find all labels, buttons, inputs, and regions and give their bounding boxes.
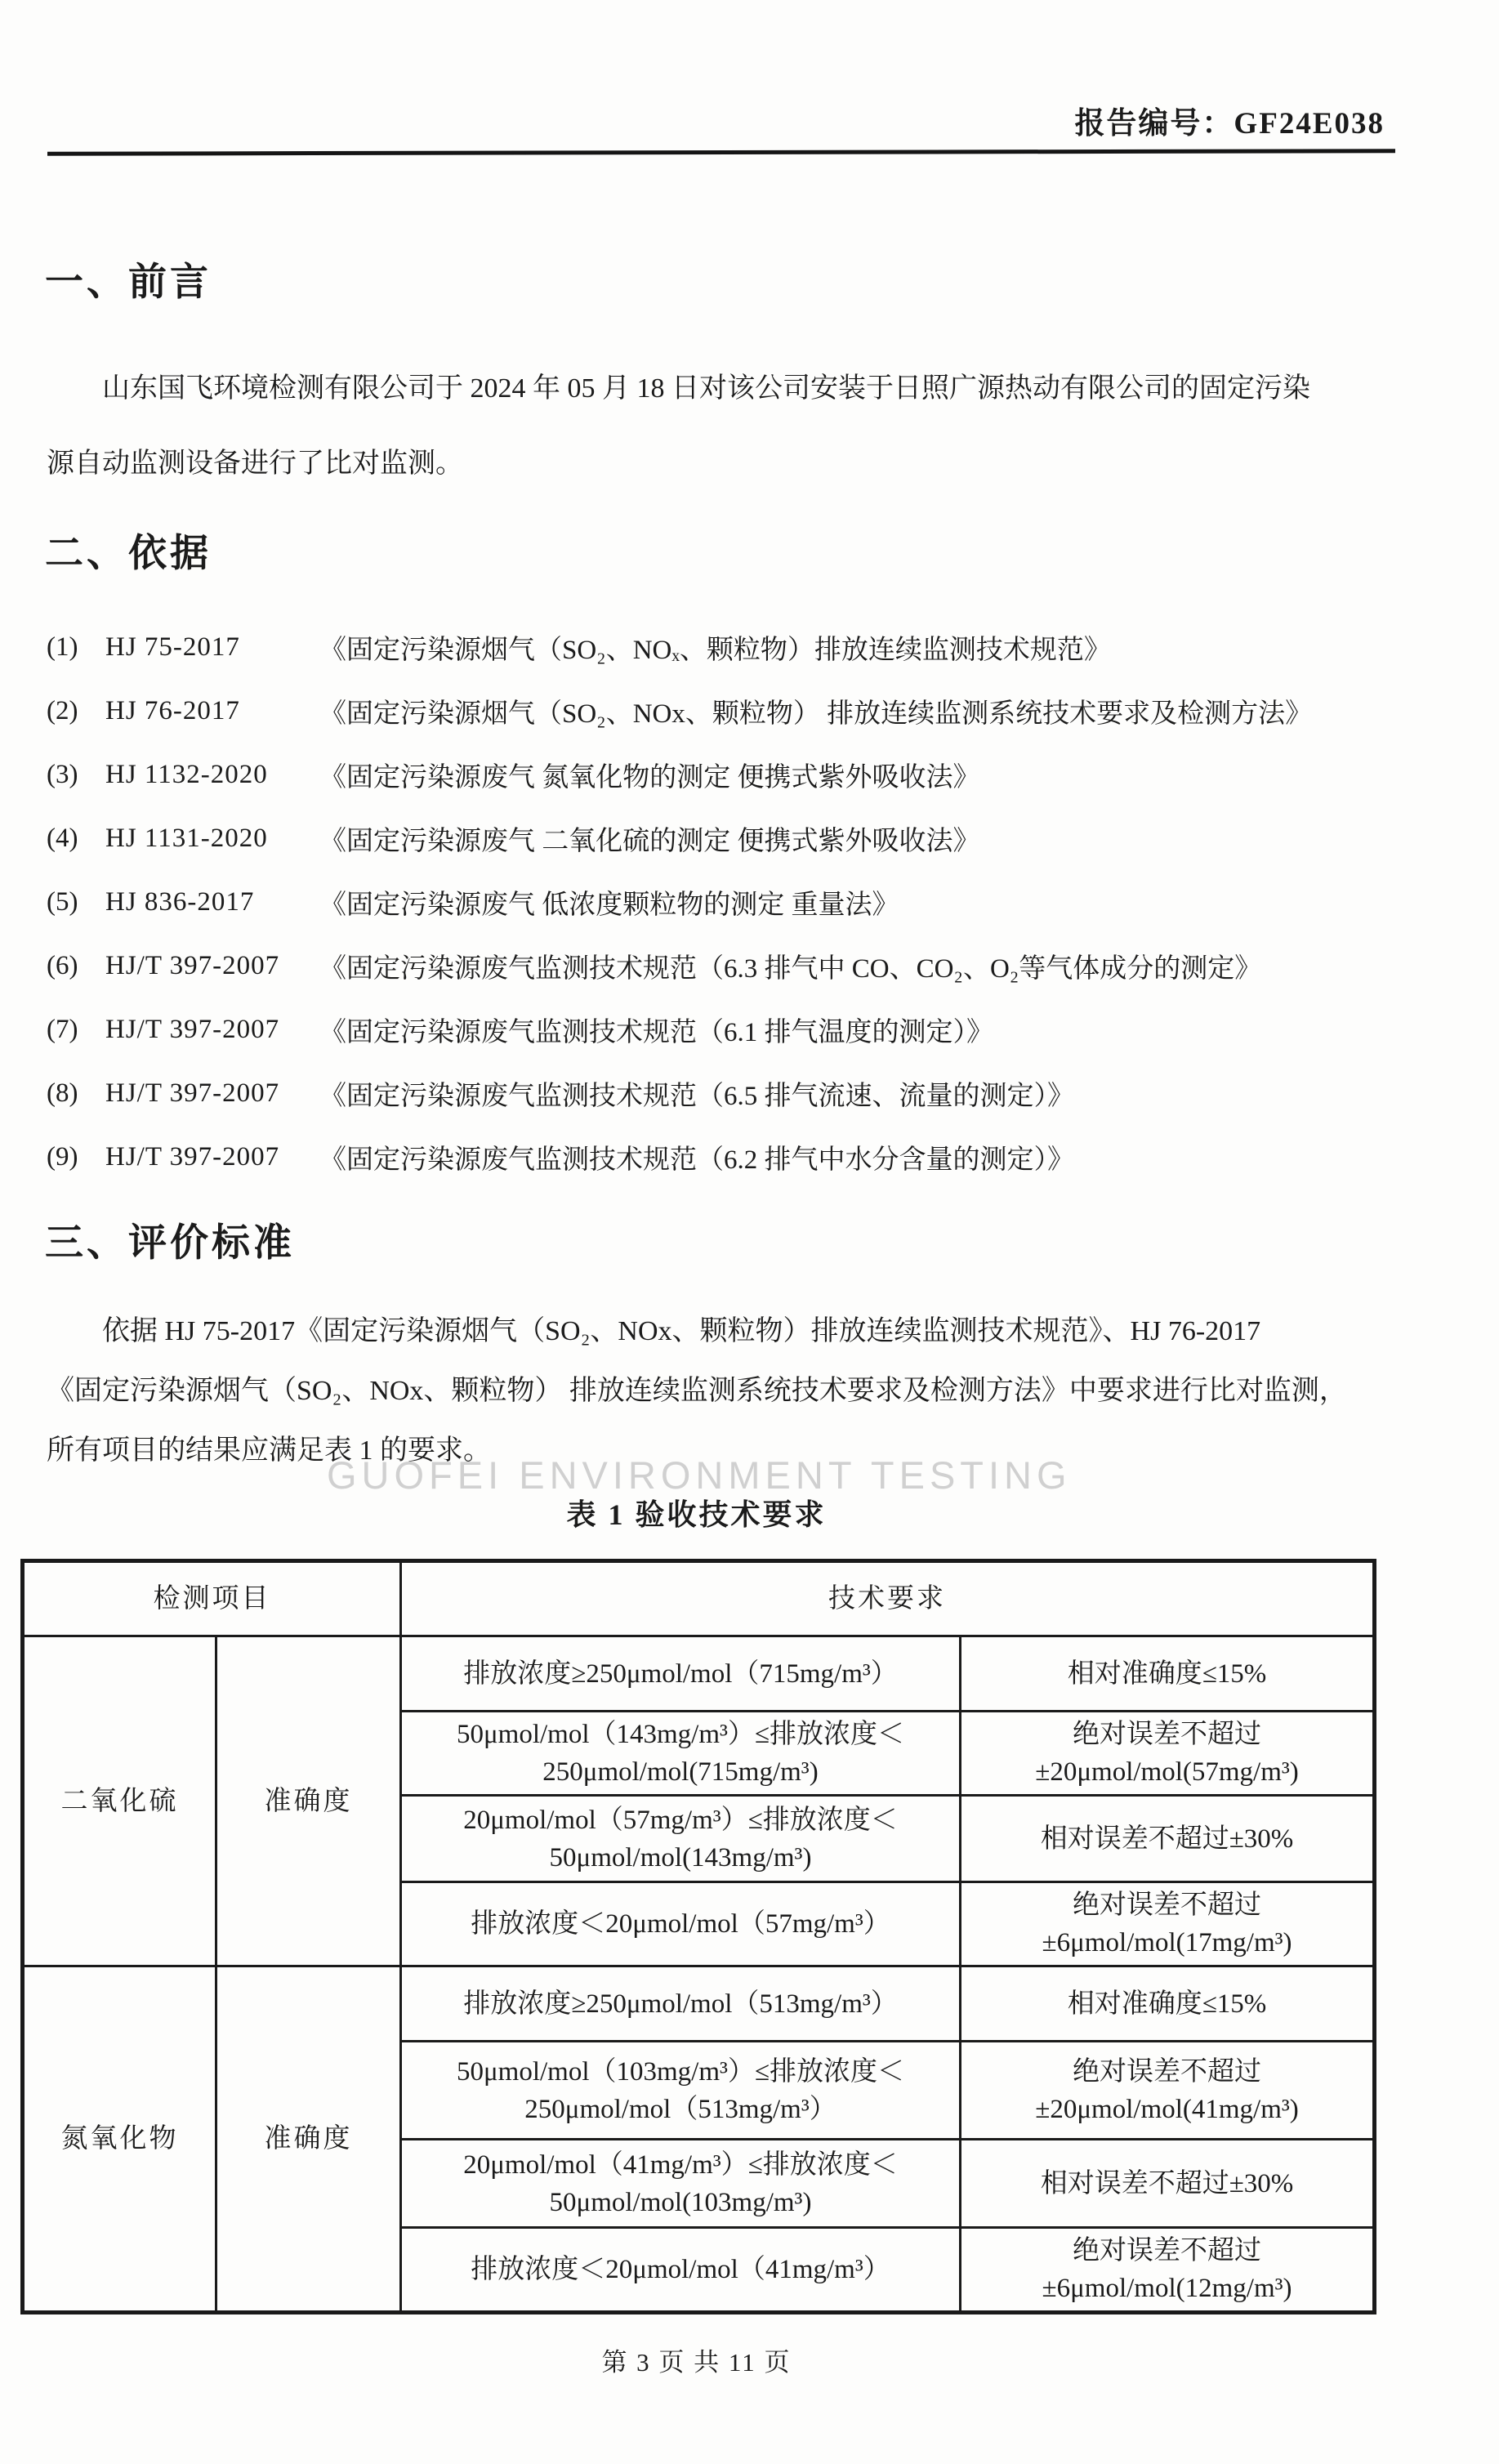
- basis-item-title: 《固定污染源废气监测技术规范（6.2 排气中水分含量的测定）》: [319, 1145, 1074, 1175]
- basis-item-title: 《固定污染源烟气（SO₂、NOₓ、颗粒物）排放连续监测技术规范》: [319, 635, 1111, 665]
- condition-cell: 排放浓度＜20μmol/mol（41mg/m³）: [401, 2228, 961, 2313]
- watermark-text: GUOFEI ENVIRONMENT TESTING: [327, 1453, 1072, 1497]
- basis-item-number: (4): [47, 823, 78, 853]
- basis-item-code: HJ/T 397-2007: [105, 1014, 280, 1044]
- basis-item: [47, 998, 1448, 1061]
- basis-item-code: HJ 836-2017: [105, 886, 255, 917]
- basis-item-code: HJ/T 397-2007: [105, 950, 280, 980]
- table-row: [23, 1966, 1375, 2042]
- table-header-requirement: 技术要求: [401, 1561, 1375, 1636]
- table-header-item: 检测项目: [23, 1561, 401, 1636]
- basis-item-number: (2): [47, 695, 78, 725]
- basis-item-title: 《固定污染源烟气（SO₂、NOx、颗粒物） 排放连续监测系统技术要求及检测方法》: [319, 699, 1313, 729]
- basis-item-title: 《固定污染源废气 低浓度颗粒物的测定 重量法》: [319, 890, 899, 920]
- condition-cell: 排放浓度≥250μmol/mol（513mg/m³）: [401, 1966, 961, 2042]
- pollutant-cell-nox: 氮氧化物: [23, 1966, 216, 2313]
- table-row: [23, 1636, 1375, 1712]
- basis-item-number: (1): [47, 632, 78, 662]
- page-number-footer: 第 3 页 共 11 页: [601, 2348, 792, 2377]
- condition-cell: 20μmol/mol（57mg/m³）≤排放浓度＜ 50μmol/mol(143mg/m³): [401, 1796, 961, 1882]
- table-caption: 表 1 验收技术要求: [566, 1498, 827, 1531]
- basis-item-code: HJ 75-2017: [105, 632, 240, 662]
- condition-cell: 50μmol/mol（103mg/m³）≤排放浓度＜ 250μmol/mol（513mg/m³）: [401, 2042, 961, 2140]
- criteria-paragraph: 依据 HJ 75-2017《固定污染源烟气（SO₂、NOx、颗粒物）排放连续监测技术规范》、HJ 76-2017 《固定污染源烟气（SO₂、NOx、颗粒物） 排放连续监测系统技术要求及检测方法》中要求进行比对监测， 所有项目的结果应满足表 1 的要求。: [47, 1316, 1347, 1466]
- basis-item-title: 《固定污染源废气 二氧化硫的测定 便携式紫外吸收法》: [319, 826, 980, 856]
- basis-item-code: HJ/T 397-2007: [105, 1141, 280, 1172]
- basis-item-number: (8): [47, 1078, 78, 1108]
- pollutant-cell-so2: 二氧化硫: [23, 1636, 216, 1966]
- acceptance-requirements-table: [20, 1559, 1376, 2314]
- basis-item-title: 《固定污染源废气监测技术规范（6.1 排气温度的测定）》: [319, 1017, 993, 1047]
- indicator-cell: 准确度: [216, 1636, 401, 1966]
- basis-item-number: (7): [47, 1014, 78, 1044]
- condition-cell: 20μmol/mol（41mg/m³）≤排放浓度＜ 50μmol/mol(103mg/m³): [401, 2140, 961, 2228]
- requirement-cell: 绝对误差不超过 ±6μmol/mol(17mg/m³): [961, 1882, 1375, 1966]
- condition-cell: 50μmol/mol（143mg/m³）≤排放浓度＜ 250μmol/mol(715mg/m³): [401, 1712, 961, 1796]
- indicator-cell: 准确度: [216, 1966, 401, 2313]
- section-heading-basis: 二、依据: [45, 531, 212, 574]
- basis-item: [47, 870, 1448, 934]
- basis-item-number: (5): [47, 886, 78, 917]
- section-heading-criteria: 三、评价标准: [45, 1221, 295, 1264]
- requirement-cell: 绝对误差不超过 ±6μmol/mol(12mg/m³): [961, 2228, 1375, 2313]
- basis-item: [47, 806, 1448, 870]
- requirement-cell: 相对误差不超过±30%: [961, 2140, 1375, 2228]
- basis-item-code: HJ 76-2017: [105, 695, 240, 725]
- basis-item-code: HJ/T 397-2007: [105, 1078, 280, 1108]
- basis-item-title: 《固定污染源废气 氮氧化物的测定 便携式紫外吸收法》: [319, 762, 980, 792]
- basis-item-number: (3): [47, 759, 78, 789]
- basis-item: [47, 615, 1448, 679]
- requirement-cell: 绝对误差不超过 ±20μmol/mol(57mg/m³): [961, 1712, 1375, 1796]
- requirement-cell: 相对误差不超过±30%: [961, 1796, 1375, 1882]
- table-header-row: [23, 1561, 1375, 1636]
- condition-cell: 排放浓度＜20μmol/mol（57mg/m³）: [401, 1882, 961, 1966]
- section-heading-preface: 一、前言: [45, 260, 212, 303]
- basis-item-code: HJ 1131-2020: [105, 823, 268, 853]
- basis-item-number: (9): [47, 1141, 78, 1172]
- basis-item-number: (6): [47, 950, 78, 980]
- basis-item-title: 《固定污染源废气监测技术规范（6.3 排气中 CO、CO₂、O₂等气体成分的测定》: [319, 953, 1262, 984]
- basis-list: [47, 615, 1448, 1189]
- basis-item-title: 《固定污染源废气监测技术规范（6.5 排气流速、流量的测定）》: [319, 1081, 1074, 1111]
- basis-item: [47, 743, 1448, 806]
- basis-item: [47, 679, 1448, 743]
- condition-cell: 排放浓度≥250μmol/mol（715mg/m³）: [401, 1636, 961, 1712]
- basis-item: [47, 934, 1448, 998]
- preface-paragraph: 山东国飞环境检测有限公司于 2024 年 05 月 18 日对该公司安装于日照广源热动有限公司的固定污染 源自动监测设备进行了比对监测。: [47, 373, 1310, 479]
- basis-item-code: HJ 1132-2020: [105, 759, 268, 789]
- basis-item: [47, 1125, 1448, 1189]
- requirement-cell: 相对准确度≤15%: [961, 1636, 1375, 1712]
- requirement-cell: 相对准确度≤15%: [961, 1966, 1375, 2042]
- requirement-cell: 绝对误差不超过 ±20μmol/mol(41mg/m³): [961, 2042, 1375, 2140]
- basis-item: [47, 1061, 1448, 1125]
- report-number: 报告编号：GF24E038: [1074, 107, 1385, 141]
- header-rule: [47, 149, 1395, 155]
